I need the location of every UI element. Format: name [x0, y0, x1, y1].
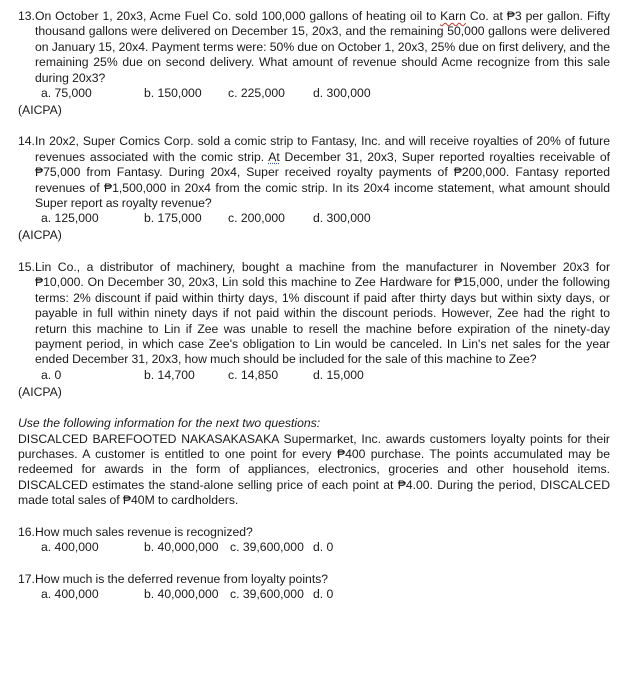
- spellcheck-marked-word: Karn: [440, 9, 466, 23]
- question-text-part: December 31, 20x3, Super reported royalties receivable of ₱75,000 from Fantasy. During 20x4, Super received royalty payments of ₱200,000. Fantasy reported revenues of ₱1,500,000 in 20x4 from the comic strip. In its 20x4 income statement, what amount should Super report as royalty revenue?: [35, 149, 610, 211]
- question-text: [35, 9, 610, 86]
- question-14: [18, 134, 610, 243]
- choice-d: d. 300,000: [313, 86, 371, 101]
- question-17: [18, 572, 610, 603]
- grammar-marked-word: At: [268, 149, 280, 164]
- answer-choices: [35, 368, 610, 384]
- question-number: 16.: [18, 524, 35, 539]
- source-label: (AICPA): [18, 384, 62, 399]
- question-number: 17.: [18, 571, 35, 586]
- choice-b: b. 14,700: [144, 367, 195, 382]
- question-15: [18, 260, 610, 400]
- question-number: 13.: [18, 9, 35, 23]
- choice-c: c. 14,850: [228, 367, 279, 382]
- question-number: 14.: [18, 134, 35, 149]
- choice-a: a. 75,000: [41, 86, 92, 101]
- choice-c: c. 225,000: [228, 86, 285, 101]
- answer-choices: [35, 211, 610, 227]
- choice-a: a. 125,000: [41, 211, 99, 226]
- choice-c: c. 39,600,000: [230, 539, 304, 554]
- choice-d: d. 300,000: [313, 211, 371, 226]
- question-text: How much is the deferred revenue from loyalty points?: [35, 571, 329, 586]
- choice-a: a. 400,000: [41, 539, 99, 554]
- info-lead: Use the following information for the next two questions:: [18, 416, 321, 431]
- choice-c: c. 39,600,000: [230, 587, 304, 602]
- answer-choices: [35, 86, 610, 102]
- choice-d: d. 0: [313, 587, 334, 602]
- answer-choices: [35, 540, 610, 556]
- info-block: [18, 416, 610, 508]
- answer-choices: [35, 587, 610, 603]
- choice-b: b. 40,000,000: [144, 587, 219, 602]
- source-label: (AICPA): [18, 228, 62, 243]
- question-text: Lin Co., a distributor of machinery, bought a machine from the manufacturer in November 20x3 for ₱10,000. On December 30, 20x3, Lin sold this machine to Zee Hardware for ₱15,000, under the following terms: 2% discount if paid within thirty days, 1% discount if paid after thirty days but within sixty days, or payable in full within ninety days if not paid within the discount periods. However, Zee had the right to return this machine to Lin if Zee was unable to resell the machine before expiration of the ninety-day payment period, in which case Zee's obligation to Lin would be canceled. In Lin's net sales for the year ended December 31, 20x3, how much should be included for the sale of this machine to Zee?: [35, 259, 610, 367]
- question-text-part: On October 1, 20x3, Acme Fuel Co. sold 100,000 gallons of heating oil to: [35, 9, 441, 23]
- choice-b: b. 40,000,000: [144, 539, 219, 554]
- choice-a: a. 0: [41, 367, 62, 382]
- question-text: How much sales revenue is recognized?: [35, 524, 253, 539]
- question-text-part: Co. at ₱3 per gallon. Fifty thousand gallons were delivered on December 15, 20x3, and the remaining 50,000 gallons were delivered on January 15, 20x4. Payment terms were: 50% due on October 1, 20x3, 25% due on first delivery, and the remaining 25% due on second delivery. What amount of revenue should Acme recognize from this sale during 20x3?: [35, 9, 611, 85]
- choice-b: b. 175,000: [144, 211, 202, 226]
- source-label: (AICPA): [18, 103, 62, 118]
- choice-a: a. 400,000: [41, 587, 99, 602]
- question-13: [18, 9, 610, 118]
- choice-b: b. 150,000: [144, 86, 202, 101]
- info-text: DISCALCED BAREFOOTED NAKASAKASAKA Supermarket, Inc. awards customers loyalty points for their purchases. A customer is entitled to one point for every ₱400 purchase. The points accumulated may be redeemed for awards in the form of appliances, electronics, groceries and other household items. DISCALCED estimates the stand-alone selling price of each point at ₱4.00. During the period, DISCALCED made total sales of ₱40M to cardholders.: [18, 431, 610, 508]
- question-16: [18, 525, 610, 556]
- choice-d: d. 15,000: [313, 367, 364, 382]
- choice-d: d. 0: [313, 539, 334, 554]
- question-text-part: In 20x2, Super Comics Corp. sold a comic strip to Fantasy, Inc. and will receive royalties of 20% of future revenues associated with the comic strip.: [35, 134, 610, 164]
- question-number: 15.: [18, 259, 35, 274]
- choice-c: c. 200,000: [228, 211, 285, 226]
- question-text: [35, 134, 610, 211]
